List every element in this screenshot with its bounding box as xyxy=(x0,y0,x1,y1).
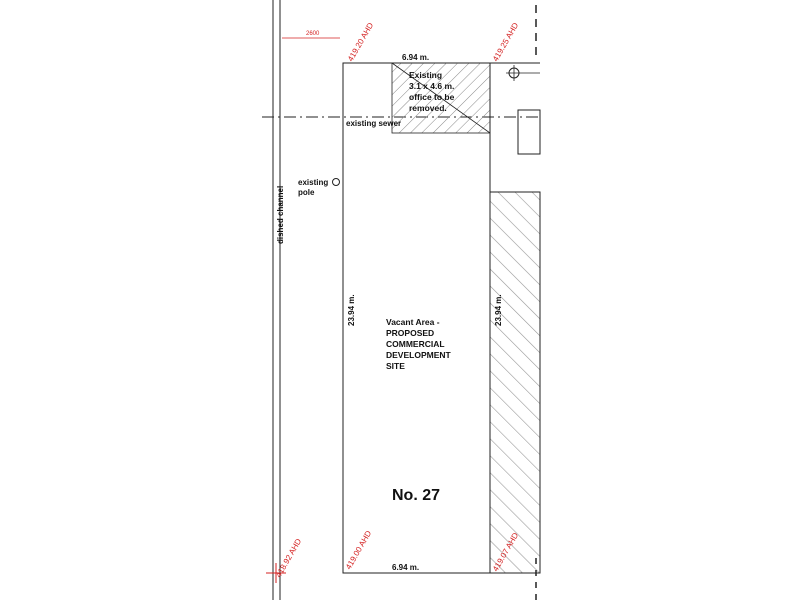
site-label-5: SITE xyxy=(386,361,405,371)
office-note-1: Existing xyxy=(409,70,443,80)
adjacent-lot-hatch xyxy=(490,192,540,573)
small-dim-label: 2600 xyxy=(306,31,320,37)
right-depth-label: 23.94 m. xyxy=(494,294,503,326)
bottom-width-label: 6.94 m. xyxy=(392,563,420,572)
pole-icon xyxy=(333,179,340,186)
site-label-3: COMMERCIAL xyxy=(386,339,445,349)
site-label-2: PROPOSED xyxy=(386,328,435,338)
office-note-4: removed. xyxy=(409,103,447,113)
site-label-4: DEVELOPMENT xyxy=(386,350,451,360)
sewer-label: existing sewer xyxy=(346,119,402,128)
office-note-3: office to be xyxy=(409,92,455,102)
level-channel: 418.92 AHD xyxy=(273,537,304,579)
level-top-left: 419.20 AHD xyxy=(345,21,376,63)
level-bottom-right: 419.07 AHD xyxy=(490,531,521,573)
channel-label: dished channel xyxy=(276,185,285,244)
office-note-2: 3.1 x 4.6 m. xyxy=(409,81,455,91)
site-label-1: Vacant Area - xyxy=(386,317,440,327)
pole-label-2: pole xyxy=(298,188,315,197)
level-top-right: 419.25 AHD xyxy=(490,21,521,63)
pole-label-1: existing xyxy=(298,178,329,187)
left-depth-label: 23.94 m. xyxy=(347,294,356,326)
top-width-label: 6.94 m. xyxy=(402,53,430,62)
level-bottom-left: 419.00 AHD xyxy=(343,529,374,571)
lot-number: No. 27 xyxy=(392,487,441,504)
